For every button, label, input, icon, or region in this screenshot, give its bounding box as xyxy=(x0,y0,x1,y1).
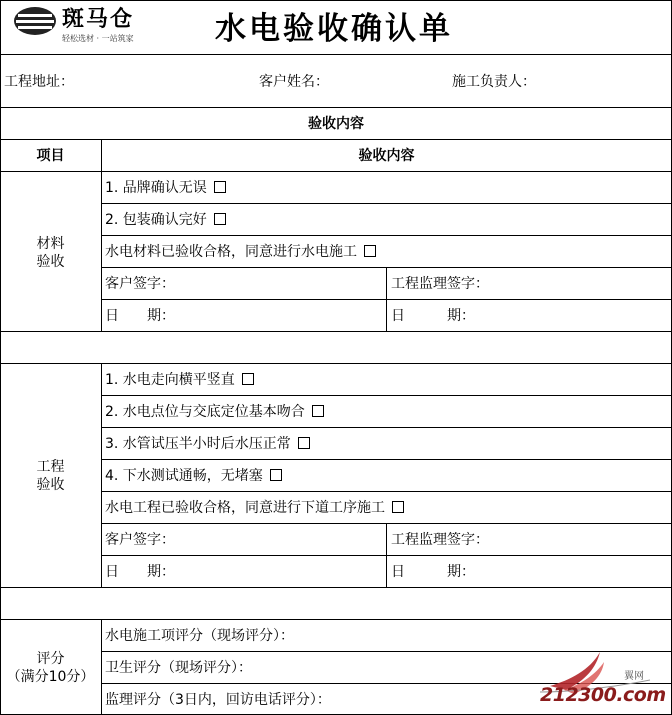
rule xyxy=(101,203,672,204)
column-divider xyxy=(101,139,102,331)
rule-engineering-bottom xyxy=(0,587,672,588)
rating-label xyxy=(0,650,101,686)
logo-name: 斑马仓 xyxy=(62,7,135,32)
check-item-label: 2. 水电点位与交底定位基本吻合 xyxy=(105,404,305,420)
engineering-check-row xyxy=(105,436,310,452)
column-header-item: 项目 xyxy=(36,148,65,164)
border-top xyxy=(0,0,672,1)
rule xyxy=(101,427,672,428)
rating-label-line1: 评分 xyxy=(36,651,65,667)
check-item-label: 1. 品牌确认无误 xyxy=(105,180,207,196)
materials-check-row xyxy=(105,212,226,228)
check-item-label: 1. 水电走向横平竖直 xyxy=(105,372,235,388)
checkbox[interactable] xyxy=(270,469,282,481)
checkbox[interactable] xyxy=(298,437,310,449)
rule xyxy=(101,491,672,492)
engineering-label-line2: 验收 xyxy=(36,477,65,493)
check-item-label: 3. 水管试压半小时后水压正常 xyxy=(105,436,291,452)
rating-label-line2: （满分10分） xyxy=(6,669,95,685)
date-label: 日 期： xyxy=(105,564,175,580)
logo-icon xyxy=(12,5,58,37)
rule-materials-bottom xyxy=(0,331,672,332)
supervisor-sign-label: 工程监理签字： xyxy=(391,532,489,548)
date-label: 日 期： xyxy=(391,308,475,324)
materials-label-line1: 材料 xyxy=(36,236,65,252)
column-header-content: 验收内容 xyxy=(358,148,415,164)
rule xyxy=(101,235,672,236)
rule xyxy=(101,459,672,460)
checkbox[interactable] xyxy=(392,501,404,513)
rule-info-bottom xyxy=(0,107,672,108)
materials-check-row xyxy=(105,180,226,196)
address-label: 工程地址： xyxy=(4,74,74,90)
watermark-brand: 翼网 xyxy=(624,671,644,682)
column-divider xyxy=(101,363,102,587)
engineering-check-row xyxy=(105,500,404,516)
page-title: 水电验收确认单 xyxy=(215,11,453,47)
column-divider xyxy=(101,619,102,715)
materials-label xyxy=(0,235,101,271)
check-item-label: 4. 下水测试通畅，无堵塞 xyxy=(105,468,263,484)
sign-divider xyxy=(386,267,387,331)
border-left xyxy=(0,0,1,715)
supervisor-sign-label: 工程监理签字： xyxy=(391,276,489,292)
logo-slogan: 轻松选材 · 一站筑家 xyxy=(62,34,134,43)
rating-item-label: 水电施工项评分（现场评分）： xyxy=(105,628,294,644)
rating-item-label: 卫生评分（现场评分）： xyxy=(105,660,252,676)
materials-check-row xyxy=(105,244,376,260)
date-label: 日 期： xyxy=(105,308,175,324)
check-item-label: 水电材料已验收合格，同意进行水电施工 xyxy=(105,244,357,260)
materials-label-line2: 验收 xyxy=(36,254,65,270)
customer-sign-label: 客户签字： xyxy=(105,276,175,292)
customer-name-label: 客户姓名： xyxy=(259,74,329,90)
check-item-label: 2. 包装确认完好 xyxy=(105,212,207,228)
construction-manager-label: 施工负责人： xyxy=(452,74,536,90)
rule xyxy=(101,395,672,396)
rating-item-label: 监理评分（3日内，回访电话评分）： xyxy=(105,692,331,708)
engineering-check-row xyxy=(105,404,324,420)
checkbox[interactable] xyxy=(214,213,226,225)
checkbox[interactable] xyxy=(214,181,226,193)
date-label: 日 期： xyxy=(391,564,475,580)
rule-header-bottom xyxy=(0,54,672,55)
section-title: 验收内容 xyxy=(308,116,364,132)
brand-logo xyxy=(12,5,162,47)
watermark-site: 212300.com xyxy=(540,684,666,706)
engineering-check-row xyxy=(105,468,282,484)
engineering-label-line1: 工程 xyxy=(36,459,65,475)
checkbox[interactable] xyxy=(242,373,254,385)
checkbox[interactable] xyxy=(364,245,376,257)
engineering-check-row xyxy=(105,372,254,388)
customer-sign-label: 客户签字： xyxy=(105,532,175,548)
engineering-label xyxy=(0,458,101,494)
sign-divider xyxy=(386,523,387,587)
checkbox[interactable] xyxy=(312,405,324,417)
check-item-label: 水电工程已验收合格，同意进行下道工序施工 xyxy=(105,500,385,516)
